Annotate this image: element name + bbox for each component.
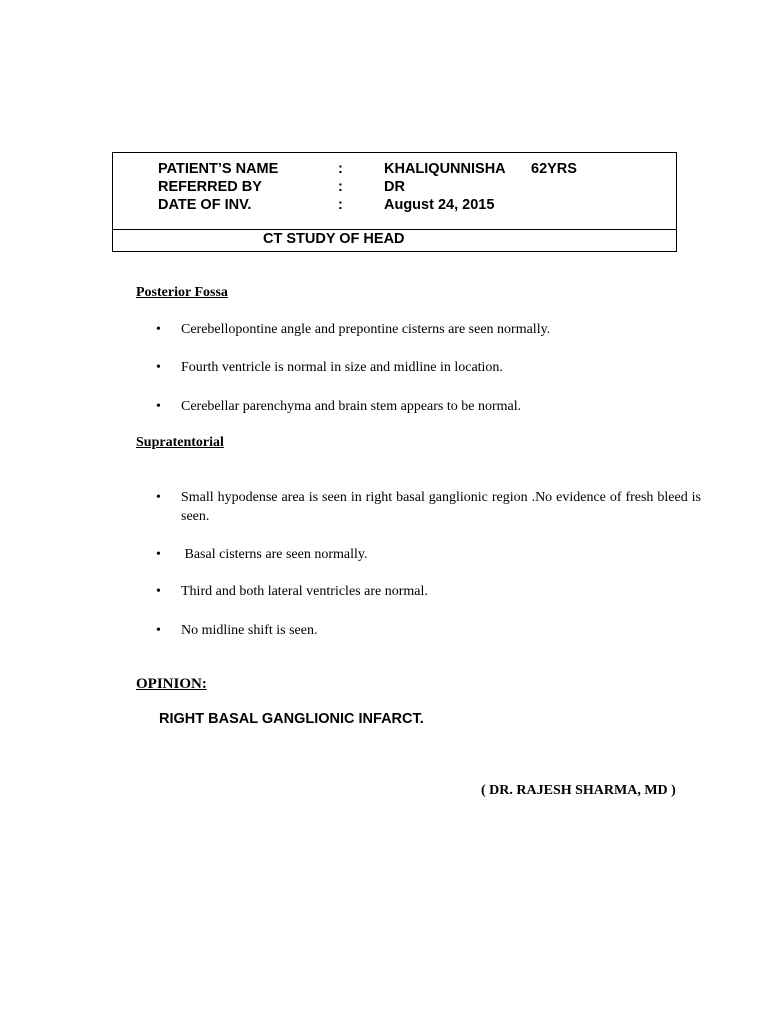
referred-by-value: DR	[384, 179, 405, 195]
list-item-text: Third and both lateral ventricles are normal.	[181, 584, 428, 599]
section-heading-posterior-fossa: Posterior Fossa	[136, 285, 228, 300]
patient-name-label: PATIENT’S NAME	[158, 161, 279, 177]
referred-by-label: REFERRED BY	[158, 179, 262, 195]
signature: ( DR. RAJESH SHARMA, MD )	[481, 783, 676, 798]
patient-name-value: KHALIQUNNISHA	[384, 161, 506, 177]
date-of-inv-value: August 24, 2015	[384, 197, 495, 213]
list-item-text: Basal cisterns are seen normally.	[181, 547, 368, 562]
bullet-icon: •	[156, 360, 161, 375]
referred-by-colon: :	[338, 179, 343, 195]
list-item-text: Cerebellar parenchyma and brain stem appears to be normal.	[181, 399, 522, 414]
study-title: CT STUDY OF HEAD	[263, 231, 405, 247]
list-item-text: No midline shift is seen.	[181, 623, 318, 638]
bullet-icon: •	[156, 623, 161, 638]
bullet-icon: •	[156, 399, 161, 414]
patient-name-colon: :	[338, 161, 343, 177]
bullet-icon: •	[156, 490, 161, 505]
patient-info-box	[112, 152, 677, 252]
opinion-heading: OPINION:	[136, 676, 207, 692]
list-item-text: Small hypodense area is seen in right basal ganglionic region .No evidence of fresh bleed is seen.	[181, 490, 701, 524]
date-of-inv-colon: :	[338, 197, 343, 213]
patient-age-value: 62YRS	[531, 161, 577, 177]
section-heading-supratentorial: Supratentorial	[136, 435, 224, 450]
list-item-text: Cerebellopontine angle and prepontine cisterns are seen normally.	[181, 322, 551, 337]
bullet-icon: •	[156, 322, 161, 337]
opinion-text: RIGHT BASAL GANGLIONIC INFARCT.	[159, 711, 424, 727]
header-divider	[113, 229, 676, 230]
bullet-icon: •	[156, 547, 161, 562]
date-of-inv-label: DATE OF INV.	[158, 197, 252, 213]
list-item-text: Fourth ventricle is normal in size and midline in location.	[181, 360, 503, 375]
bullet-icon: •	[156, 584, 161, 599]
